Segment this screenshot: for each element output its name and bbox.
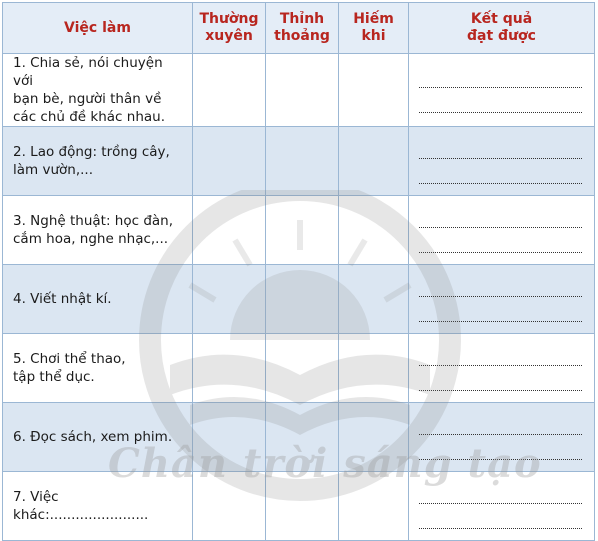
dotted-line — [419, 508, 582, 529]
result-cell[interactable] — [409, 472, 595, 541]
activity-cell: 3. Nghệ thuật: học đàn, cắm hoa, nghe nhạc,... — [3, 196, 193, 265]
activity-cell: 1. Chia sẻ, nói chuyện với bạn bè, người thân về các chủ đề khác nhau. — [3, 54, 193, 127]
rarely-cell[interactable] — [339, 472, 409, 541]
dotted-line — [419, 370, 582, 391]
activity-cell: 7. Việc khác:....................... — [3, 472, 193, 541]
sometimes-cell[interactable] — [266, 472, 339, 541]
dotted-line — [419, 232, 582, 253]
rarely-cell[interactable] — [339, 54, 409, 127]
dotted-line — [419, 483, 582, 504]
often-cell[interactable] — [193, 334, 266, 403]
dotted-line — [419, 67, 582, 88]
header-sometimes: Thỉnh thoảng — [266, 3, 339, 54]
activity-cell: 2. Lao động: trồng cây, làm vườn,... — [3, 127, 193, 196]
table-row — [3, 196, 595, 265]
dotted-line — [419, 276, 582, 297]
table-row — [3, 403, 595, 472]
header-rarely: Hiếm khi — [339, 3, 409, 54]
sometimes-cell[interactable] — [266, 403, 339, 472]
often-cell[interactable] — [193, 54, 266, 127]
dotted-line — [419, 163, 582, 184]
often-cell[interactable] — [193, 196, 266, 265]
often-cell[interactable] — [193, 403, 266, 472]
often-cell[interactable] — [193, 127, 266, 196]
header-result: Kết quả đạt được — [409, 3, 595, 54]
result-cell[interactable] — [409, 196, 595, 265]
result-cell[interactable] — [409, 265, 595, 334]
sometimes-cell[interactable] — [266, 127, 339, 196]
result-cell[interactable] — [409, 334, 595, 403]
rarely-cell[interactable] — [339, 265, 409, 334]
header-often: Thường xuyên — [193, 3, 266, 54]
activity-cell: 6. Đọc sách, xem phim. — [3, 403, 193, 472]
header-activity: Việc làm — [3, 3, 193, 54]
table-row — [3, 54, 595, 127]
sometimes-cell[interactable] — [266, 334, 339, 403]
activity-cell: 5. Chơi thể thao, tập thể dục. — [3, 334, 193, 403]
dotted-line — [419, 92, 582, 113]
sometimes-cell[interactable] — [266, 54, 339, 127]
dotted-line — [419, 414, 582, 435]
sometimes-cell[interactable] — [266, 265, 339, 334]
result-cell[interactable] — [409, 127, 595, 196]
often-cell[interactable] — [193, 265, 266, 334]
often-cell[interactable] — [193, 472, 266, 541]
rarely-cell[interactable] — [339, 334, 409, 403]
table-row — [3, 334, 595, 403]
table-row — [3, 472, 595, 541]
watermark-text: Chân trời sáng tạo — [108, 440, 542, 487]
table-header-row — [3, 3, 595, 54]
sometimes-cell[interactable] — [266, 196, 339, 265]
table-row — [3, 265, 595, 334]
dotted-line — [419, 345, 582, 366]
dotted-line — [419, 138, 582, 159]
activity-cell: 4. Viết nhật kí. — [3, 265, 193, 334]
result-cell[interactable] — [409, 403, 595, 472]
activity-table — [2, 2, 595, 541]
result-cell[interactable] — [409, 54, 595, 127]
table-row — [3, 127, 595, 196]
dotted-line — [419, 207, 582, 228]
rarely-cell[interactable] — [339, 127, 409, 196]
dotted-line — [419, 301, 582, 322]
rarely-cell[interactable] — [339, 196, 409, 265]
dotted-line — [419, 439, 582, 460]
rarely-cell[interactable] — [339, 403, 409, 472]
